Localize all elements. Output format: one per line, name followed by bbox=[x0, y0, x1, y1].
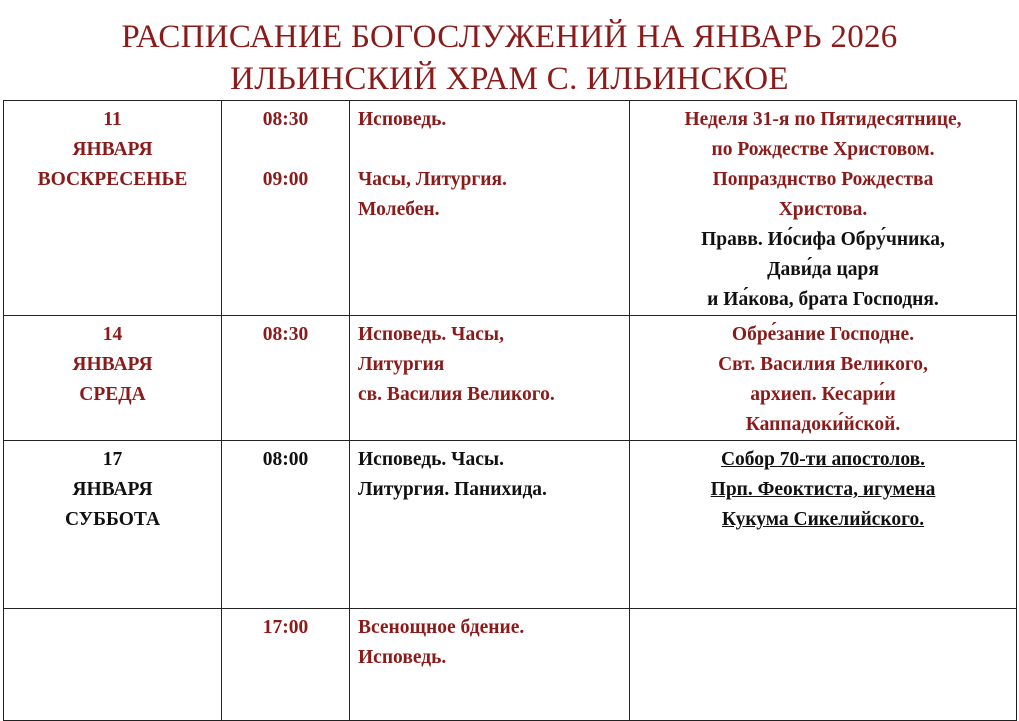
feast-line: по Рождестве Христовом. bbox=[711, 139, 935, 160]
services-cell bbox=[350, 316, 630, 441]
service-item: Исповедь. bbox=[358, 647, 447, 668]
table-row bbox=[4, 101, 1017, 316]
time-cell bbox=[222, 609, 350, 721]
schedule-table bbox=[3, 100, 1017, 721]
date-day: 11 bbox=[103, 109, 122, 130]
feast-line: Свт. Василия Великого, bbox=[718, 354, 928, 375]
feast-line: Каппадоки́йской. bbox=[745, 414, 901, 435]
date-day: 14 bbox=[102, 324, 123, 345]
date-weekday: СРЕДА bbox=[79, 384, 146, 405]
date-weekday: ВОСКРЕСЕНЬЕ bbox=[37, 169, 188, 190]
saint-line: Правв. Ио́сифа Обру́чника, bbox=[701, 229, 945, 250]
time-cell bbox=[222, 101, 350, 316]
feast-line: Прп. Феоктиста, игумена bbox=[710, 479, 936, 500]
service-item: св. Василия Великого. bbox=[358, 384, 555, 405]
service-time: 08:00 bbox=[262, 449, 309, 470]
feast-line: Собор 70-ти апостолов. bbox=[720, 449, 926, 470]
services-cell bbox=[350, 441, 630, 609]
service-item: Исповедь. Часы, bbox=[358, 324, 504, 345]
feast-cell bbox=[630, 316, 1017, 441]
feast-line: Кукума Сикелийского. bbox=[721, 509, 925, 530]
date-month: ЯНВАРЯ bbox=[72, 479, 153, 500]
feast-line: Неделя 31-я по Пятидесятнице, bbox=[684, 109, 962, 130]
service-item: Литургия bbox=[358, 354, 445, 375]
date-cell bbox=[4, 609, 222, 721]
feast-line: Обре́зание Господне. bbox=[731, 324, 915, 345]
services-cell bbox=[350, 609, 630, 721]
feast-cell bbox=[630, 101, 1017, 316]
service-time: 08:30 bbox=[262, 109, 309, 130]
date-month: ЯНВАРЯ bbox=[72, 139, 153, 160]
page-title: РАСПИСАНИЕ БОГОСЛУЖЕНИЙ НА ЯНВАРЬ 2026 bbox=[121, 19, 898, 55]
table-row bbox=[4, 441, 1017, 609]
service-item: Исповедь. Часы. bbox=[358, 449, 504, 470]
service-time: 17:00 bbox=[262, 617, 309, 638]
saint-line: и Иа́кова, брата Господня. bbox=[707, 289, 939, 310]
feast-line: архиеп. Кесари́и bbox=[750, 384, 896, 405]
feast-line: Христова. bbox=[778, 199, 868, 220]
date-cell bbox=[4, 101, 222, 316]
date-day: 17 bbox=[102, 449, 123, 470]
service-time: 09:00 bbox=[262, 169, 309, 190]
date-cell bbox=[4, 441, 222, 609]
time-cell bbox=[222, 441, 350, 609]
service-item: Исповедь. bbox=[358, 109, 447, 130]
feast-cell bbox=[630, 441, 1017, 609]
feast-cell bbox=[630, 609, 1017, 721]
saint-line: Дави́да царя bbox=[767, 259, 879, 280]
table-row bbox=[4, 609, 1017, 721]
service-time: 08:30 bbox=[262, 324, 309, 345]
services-cell bbox=[350, 101, 630, 316]
date-cell bbox=[4, 316, 222, 441]
service-item: Часы, Литургия. bbox=[358, 169, 507, 190]
service-item: Молебен. bbox=[358, 199, 440, 220]
page-subtitle: ИЛЬИНСКИЙ ХРАМ С. ИЛЬИНСКОЕ bbox=[230, 61, 789, 97]
service-item: Литургия. Панихида. bbox=[358, 479, 547, 500]
service-item: Всенощное бдение. bbox=[358, 617, 525, 638]
date-month: ЯНВАРЯ bbox=[72, 354, 153, 375]
table-row bbox=[4, 316, 1017, 441]
feast-line: Попразднство Рождества bbox=[712, 169, 934, 190]
time-cell bbox=[222, 316, 350, 441]
date-weekday: СУББОТА bbox=[64, 509, 161, 530]
